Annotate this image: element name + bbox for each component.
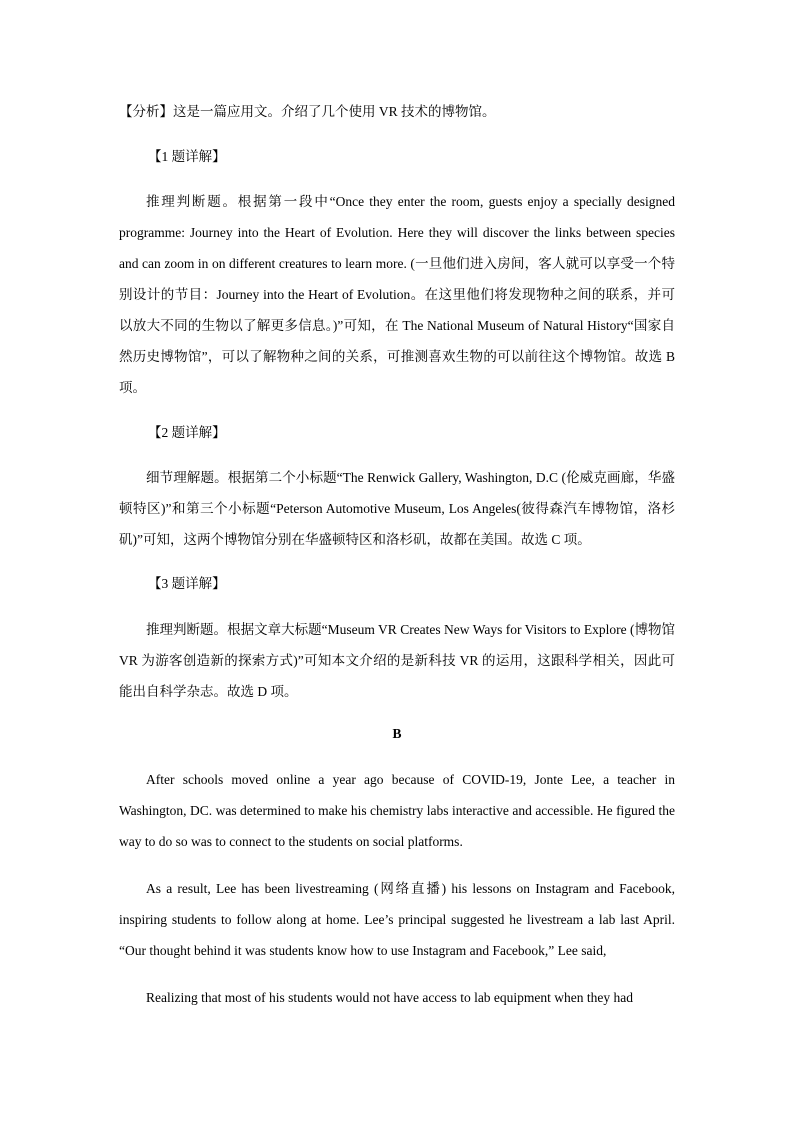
q1-heading: 【1 题详解】 xyxy=(148,149,226,164)
section-b-title: B xyxy=(392,726,402,741)
q2-explanation: 细节理解题。根据第二个小标题“The Renwick Gallery, Washington, D.C (伦威克画廊，华盛顿特区)”和第三个小标题“Peterson Automotive Museum, Los Angeles(彼得森汽车博物馆，洛杉矶)”可知，这两个博物馆分别在华盛顿特区和洛杉矶，故都在美国。故选 C 项。 xyxy=(119,470,675,547)
passage-b-paragraph-1: After schools moved online a year ago because of COVID-19, Jonte Lee, a teacher in Washington, DC. was determined to make his chemistry labs interactive and accessible. He figured the way to do so was to connect to the students on social platforms. xyxy=(119,772,675,849)
q2-heading: 【2 题详解】 xyxy=(148,425,226,440)
q3-explanation: 推理判断题。根据文章大标题“Museum VR Creates New Ways for Visitors to Explore (博物馆 VR 为游客创造新的探索方式)”可知本文介绍的是新科技 VR 的运用，这跟科学相关，因此可能出自科学杂志。故选 D 项。 xyxy=(119,622,675,699)
passage-b-paragraph-3: Realizing that most of his students would not have access to lab equipment when they had xyxy=(146,990,634,1005)
q3-heading: 【3 题详解】 xyxy=(148,576,226,591)
passage-b-paragraph-2: As a result, Lee has been livestreaming (网络直播) his lessons on Instagram and Facebook, inspiring students to follow along at home. Lee’s principal suggested he livestream a lab last April. “Our thought behind it was students know how to use Instagram and Facebook,” Lee said, xyxy=(119,881,675,958)
q1-explanation: 推理判断题。根据第一段中“Once they enter the room, guests enjoy a specially designed programme: Journey into the Heart of Evolution. Here they will discover the links between species and can zoom in on different creatures to learn more. (一旦他们进入房间，客人就可以享受一个特别设计的节目：Journey into the Heart of Evolution。在这里他们将发现物种之间的联系，并可以放大不同的生物以了解更多信息。)”可知，在 The National Museum of Natural History“国家自然历史博物馆”，可以了解物种之间的关系，可推测喜欢生物的可以前往这个博物馆。故选 B 项。 xyxy=(119,194,675,395)
analysis-line: 【分析】这是一篇应用文。介绍了几个使用 VR 技术的博物馆。 xyxy=(119,104,496,119)
